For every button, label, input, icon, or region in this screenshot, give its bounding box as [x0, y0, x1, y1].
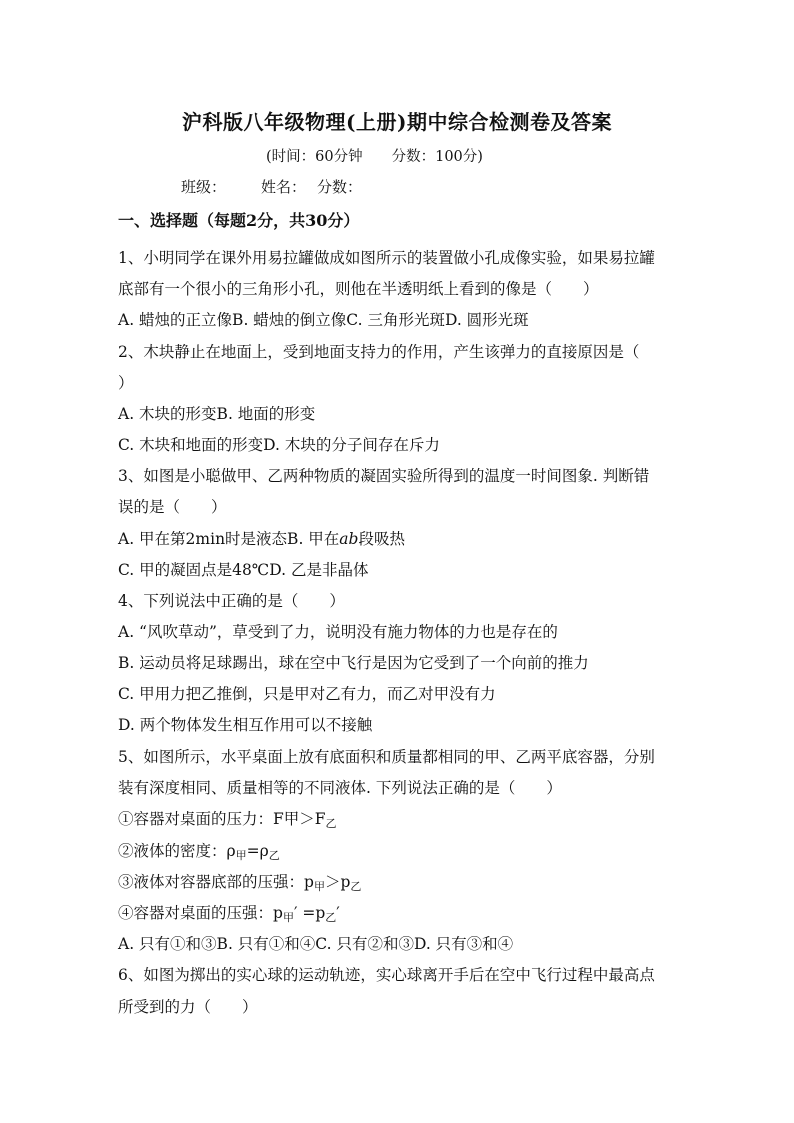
q2-stem-line2: ） — [118, 374, 134, 392]
q6-stem-line2: 所受到的力（ ） — [118, 998, 258, 1016]
q5-s3-sub2: 乙 — [350, 880, 362, 893]
q5-s4-sub2: 乙 — [325, 911, 337, 924]
q5-s2-sub1: 甲 — [235, 849, 247, 862]
q3-optab-text: A. 甲在第2min时是液态B. 甲在 — [118, 530, 340, 548]
q5-options: A. 只有①和③B. 只有①和④C. 只有②和③D. 只有③和④ — [118, 935, 514, 953]
q4-option-d: D. 两个物体发生相互作用可以不接触 — [118, 716, 373, 734]
q5-s4-tail: ′ — [336, 904, 340, 922]
q5-s4-text: ④容器对桌面的压强：p — [118, 904, 283, 922]
q2-options-ab: A. 木块的形变B. 地面的形变 — [118, 405, 316, 423]
q5-stem-line2: 装有深度相同、质量相等的不同液体. 下列说法正确的是（ ） — [118, 779, 562, 797]
q3-optab-italic: ab — [339, 530, 359, 548]
q5-stem-line1: 5、如图所示，水平桌面上放有底面积和质量都相同的甲、乙两平底容器，分别 — [118, 748, 655, 766]
q5-s2-mid: =ρ — [246, 842, 269, 860]
q5-s2-sub2: 乙 — [268, 849, 280, 862]
class-label: 班级： — [181, 178, 227, 196]
q5-statement-4 — [118, 903, 340, 923]
q2-stem-line1: 2、木块静止在地面上，受到地面支持力的作用，产生该弹力的直接原因是（ — [118, 343, 640, 361]
q4-option-b: B. 运动员将足球踢出，球在空中飞行是因为它受到了一个向前的推力 — [118, 654, 589, 672]
q4-option-a: A. “风吹草动”，草受到了力，说明没有施力物体的力也是存在的 — [118, 623, 558, 641]
q2-options-cd: C. 木块和地面的形变D. 木块的分子间存在斥力 — [118, 436, 440, 454]
q5-statement-1 — [118, 809, 337, 829]
q3-stem-line1: 3、如图是小聪做甲、乙两种物质的凝固实验所得到的温度一时间图象. 判断错 — [118, 467, 650, 485]
q3-options-ab — [118, 529, 405, 549]
q3-stem-line2: 误的是（ ） — [118, 498, 227, 516]
exam-meta: (时间：60分钟 分数：100分) — [266, 149, 483, 165]
q5-s3-text: ③液体对容器底部的压强：p — [118, 873, 314, 891]
q5-statement-2 — [118, 841, 280, 861]
page-title: 沪科版八年级物理(上册)期中综合检测卷及答案 — [182, 110, 612, 134]
q1-options: A. 蜡烛的正立像B. 蜡烛的倒立像C. 三角形光斑D. 圆形光斑 — [118, 311, 529, 329]
q5-statement-3 — [118, 872, 361, 892]
q5-s3-mid: ＞p — [324, 873, 351, 891]
q3-optab-tail: 段吸热 — [358, 530, 405, 548]
name-label: 姓名： — [261, 178, 307, 196]
q5-s2-text: ②液体的密度：ρ — [118, 842, 236, 860]
q6-stem-line1: 6、如图为掷出的实心球的运动轨迹，实心球离开手后在空中飞行过程中最高点 — [118, 966, 655, 984]
q5-s4-mid: ′ =p — [293, 904, 326, 922]
q4-option-c: C. 甲用力把乙推倒，只是甲对乙有力，而乙对甲没有力 — [118, 685, 496, 703]
q1-stem-line1: 1、小明同学在课外用易拉罐做成如图所示的装置做小孔成像实验，如果易拉罐 — [118, 249, 655, 267]
score-label: 分数： — [317, 178, 363, 196]
q5-s3-sub1: 甲 — [313, 880, 325, 893]
student-fields — [181, 176, 362, 197]
q3-options-cd: C. 甲的凝固点是48℃D. 乙是非晶体 — [118, 561, 369, 579]
section-heading: 一、选择题（每题2分，共30分） — [118, 211, 360, 230]
q5-s1-sub: 乙 — [325, 817, 337, 830]
q5-s1-text: ①容器对桌面的压力：F甲＞F — [118, 810, 326, 828]
q4-stem: 4、下列说法中正确的是（ ） — [118, 592, 345, 610]
q5-s4-sub1: 甲 — [282, 911, 294, 924]
q1-stem-line2: 底部有一个很小的三角形小孔，则他在半透明纸上看到的像是（ ） — [118, 280, 599, 298]
